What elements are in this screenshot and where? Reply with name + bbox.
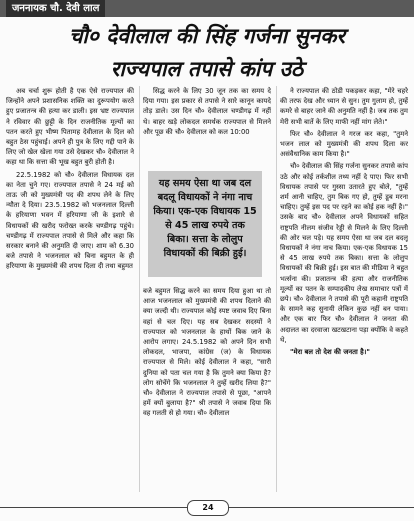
section-label: जननायक चौ. देवी लाल xyxy=(6,0,105,17)
column-2-paragraph-2: बजे बहुमत सिद्ध करने का समय दिया हुआ था तो आज भजनलाल को मुख्यमंत्री की शपथ दिलाने की क्या जल्दी थी। राज्यपाल कोई स्पष्ट जवाब दिए बिना वहां से चल दिए। यह सब देखकर सदस्यों ने राज्यपाल को भजनलाल के हाथों बिक जाने के आरोप लगाए। 24.5.1982 को अपने दिन सभी लोकदल, भाजपा, कांग्रेस (ज) के विधायक राज्यपाल से मिले। कोई देवीलाल ने कहा, "सारी दुनिया को पता चल गया है कि तुमने क्या किया है? लोग सोचेंगे कि भजनलाल ने तुम्हें खरीद लिया है?" चौ० देवीलाल ने राज्यपाल तपासे से पूछा, "आपने हमें क्यों बुलाया है?" श्री तपासे ने जवाब दिया कि वह गलती से हो गया। चौ० देवीलाल xyxy=(143,287,271,418)
column-1-paragraph-2: 22.5.1982 को चौ० देवीलाल विधायक दल का नेता चुने गए। राज्यपाल तपासे ने 24 मई को ताऊ जी को मुख्यमंत्री पद की शपथ लेने के लिए न्यौता दे दिया। 23.5.1982 को भजनलाल दिल्ली के हरियाणा भवन में हरियाणा जी के इशारे से विधायकों की खरीद फरोख्त करके चण्डीगढ़ पहुंचे। चण्डीगढ़ में राज्यपाल तपासे से मिले और कहा कि सरकार बनाने की अनुमति दी जाए। शाम को 6.30 बजे तपासे ने भजनलाल को बिना बहुमत के ही हरियाणा के मुख्यमंत्री की शपथ दिला दी तथा बहुमत xyxy=(6,170,134,271)
page-number: 24 xyxy=(187,500,229,516)
section-header-bar xyxy=(0,0,414,17)
column-2-paragraph-1: सिद्ध करने के लिए 30 जून तक का समय दे दिया गया। इस प्रकार से तपासे ने सारे कानून कायदे तोड़ डाले। उस दिन चौ० देवीलाल चण्डीगढ़ में नहीं थे। बाहर खड़े लोकदल समर्थक राज्यपाल से मिलने और पूछ की चौ० देवीलाल को कल 10:00 xyxy=(143,87,271,136)
headline-line-1: चौ० देवीलाल की सिंह गर्जना सुनकर xyxy=(69,23,345,48)
column-1 xyxy=(6,86,134,492)
article-body xyxy=(6,86,408,492)
column-3-paragraph-3: चौ० देवीलाल की सिंह गर्जना सुनकर तपासे कांप उठे और कोई तर्कशील तथ्य नहीं दे पाए। फिर सभी विधायक तपासे पर गुस्सा उतारते हुए बोले, "तुम्हें शर्म आनी चाहिए, तुम बिक गए हो, तुम्हें डूब मरना चाहिए। तुम्हें इस पद पर रहने का कोई हक नहीं है।" उसके बाद चौ० देवीलाल अपने विधायकों सहित राष्ट्रपति नीलम संजीव रेड्डी से मिलने के लिए दिल्ली की ओर चल पड़े। यह समय ऐसा था जब दल बदलू विधायकों ने नंगा नाच किया। एक-एक विधायक 15 से 45 लाख रुपये तक बिका। सत्ता के लोलुप विधायकों की बिक्री हुई। इस बात की मीडिया ने बहुत भर्त्सना की। प्रजातन्त्र की हत्या और राजनीतिक मूल्यों का पतन के सम्पादकीय लेख समाचार पत्रों में छपे। चौ० देवीलाल ने तपासे की पूरी कहानी राष्ट्रपति के सामने कह सुनायी लेकिन कुछ नहीं बन पाया। और एक बार फिर चौ० देवीलाल ने जनता की अदालत का दरवाजा खटखटाना पड़ा क्योंकि वे कहते थे, xyxy=(280,162,408,344)
column-3-paragraph-1: ने राज्यपाल की ठोडी पकड़कर कहा, "मेरे चहरे की तरफ देख और ध्यान से सुन। तुम गुलाम हो, तुम्हें कमरे से बाहर जाने की अनुमति नहीं है। जब तक तुम मेरी सभी बातें के लिए माफी नहीं मांग लेते।" xyxy=(280,87,408,126)
headline-line-2: राज्यपाल तपासे कांप उठे xyxy=(110,56,304,81)
column-3-paragraph-2: फिर चौ० देवीलाल ने गरज कर कहा, "तुमने भजन लाल को मुख्यमंत्री की शपथ दिला कर असंवैधानिक काम किया है।" xyxy=(280,129,408,159)
column-1-paragraph-1: अब चर्चा शुरू होती है एक ऐसे राज्यपाल की जिन्होंने अपने प्रशासनिक शक्ति का दुरूपयोग करते हुए प्रजातन्त्र की हत्या कर डाली। इस भ्रष्ट राज्यपाल ने रविवार की छुट्टी के दिन राजनीतिक मूल्यों का पतन करते हुए भीष्म पितामह देवीलाल के दिल को बहुत ठेस पहुंचाई। अपने ही पुत्र के लिए गद्दी पाने के लिए जो खेल खेला गया उसे देखकर चौ० देवीलाल ने कहा था कि सत्ता की भूख बहुत बुरी होती है। xyxy=(6,87,134,167)
column-3-quote: "मेरा बल तो देश की जनता है।" xyxy=(290,348,370,357)
column-3 xyxy=(280,86,408,492)
column-divider-1 xyxy=(139,86,140,492)
pullquote-box: यह समय ऐसा था जब दल बदलू विधायकों ने नंगा नाच किया। एक-एक विधायक 15 से 45 लाख रुपये तक बिका। सत्ता के लोलुप विधायकों की बिक्री हुई। xyxy=(148,171,262,277)
column-2 xyxy=(143,86,271,492)
column-divider-2 xyxy=(276,86,277,492)
